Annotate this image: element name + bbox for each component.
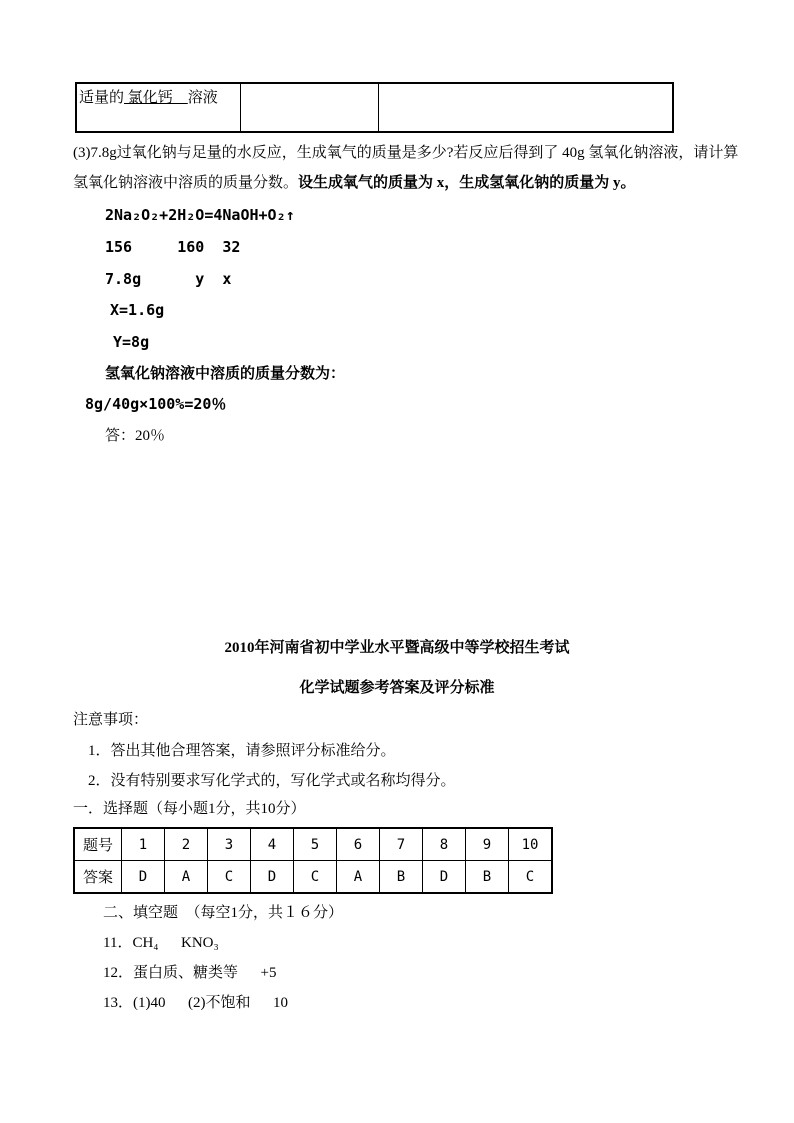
fill-answer-12: 12．蛋白质、糖类等 +5 (103, 965, 277, 981)
section-2-header: 二、填空题 （每空1分，共１６分） (103, 905, 344, 921)
given-values-line: 7.8g y x (105, 270, 232, 288)
answer-cell: C (509, 861, 553, 894)
answer-key-subtitle: 化学试题参考答案及评分标准 (299, 680, 495, 696)
answer-cell: D (423, 861, 466, 894)
reagent-answer-underlined: 氯化钙 (124, 90, 188, 106)
answer-cell: C (208, 861, 251, 894)
mc-answer-table (73, 827, 553, 894)
reagent-suffix: 溶液 (187, 90, 218, 106)
answer-cell: B (380, 861, 423, 894)
carryover-cell-empty-1 (241, 83, 379, 132)
notes-header: 注意事项： (73, 712, 149, 728)
final-answer-line: 答：20％ (105, 428, 166, 444)
note-item-2: 2．没有特别要求写化学式的，写化学式或名称均得分。 (88, 773, 456, 789)
section-1-header: 一．选择题（每小题1分，共10分） (73, 801, 306, 817)
carryover-cell-reagent (76, 83, 241, 132)
answer-cell: A (337, 861, 380, 894)
problem-line-2 (73, 171, 636, 192)
carryover-cell-empty-2 (379, 83, 674, 132)
answer-row (74, 861, 552, 894)
table-row (76, 83, 673, 132)
answer-cell: B (466, 861, 509, 894)
y-result-line: Y=8g (113, 333, 150, 351)
question-number: 8 (423, 828, 466, 861)
question-number: 5 (294, 828, 337, 861)
problem-line-1: (3)7.8g过氧化钠与足量的水反应，生成氧气的质量是多少?若反应后得到了 40g 氢氧化钠溶液，请计算 (73, 145, 739, 161)
question-number: 1 (122, 828, 165, 861)
answer-cell: D (122, 861, 165, 894)
problem-line-2-regular: 氢氧化钠溶液中溶质的质量分数。 (73, 175, 299, 191)
question-number: 6 (337, 828, 380, 861)
reagent-prefix: 适量的 (79, 90, 125, 106)
answer-key-title: 2010年河南省初中学业水平暨高级中等学校招生考试 (224, 640, 570, 656)
question-number: 7 (380, 828, 423, 861)
answer-label: 答案 (74, 861, 122, 894)
fill-answer-11: 11．CH₄ KNO₃ (103, 935, 219, 951)
mass-fraction-calculation: 8g/40g×100%=20％ (85, 395, 227, 413)
molar-mass-line: 156 160 32 (105, 238, 241, 256)
answer-cell: C (294, 861, 337, 894)
fill-answer-13: 13．(1)40 (2)不饱和 10 (103, 995, 288, 1011)
note-item-1: 1．答出其他合理答案，请参照评分标准给分。 (88, 743, 396, 759)
chemical-equation: 2Na₂O₂+2H₂O=4NaOH+O₂↑ (105, 206, 295, 224)
problem-line-2-bold: 设生成氧气的质量为 x，生成氢氧化钠的质量为 y。 (298, 175, 636, 191)
question-number: 3 (208, 828, 251, 861)
question-number: 2 (165, 828, 208, 861)
answer-cell: D (251, 861, 294, 894)
question-number: 9 (466, 828, 509, 861)
carryover-table (75, 82, 674, 133)
question-number: 4 (251, 828, 294, 861)
mass-fraction-label: 氢氧化钠溶液中溶质的质量分数为： (105, 366, 346, 382)
question-number-row (74, 828, 552, 861)
answer-cell: A (165, 861, 208, 894)
question-number-label: 题号 (74, 828, 122, 861)
x-result-line: X=1.6g (110, 301, 165, 319)
question-number: 10 (509, 828, 553, 861)
